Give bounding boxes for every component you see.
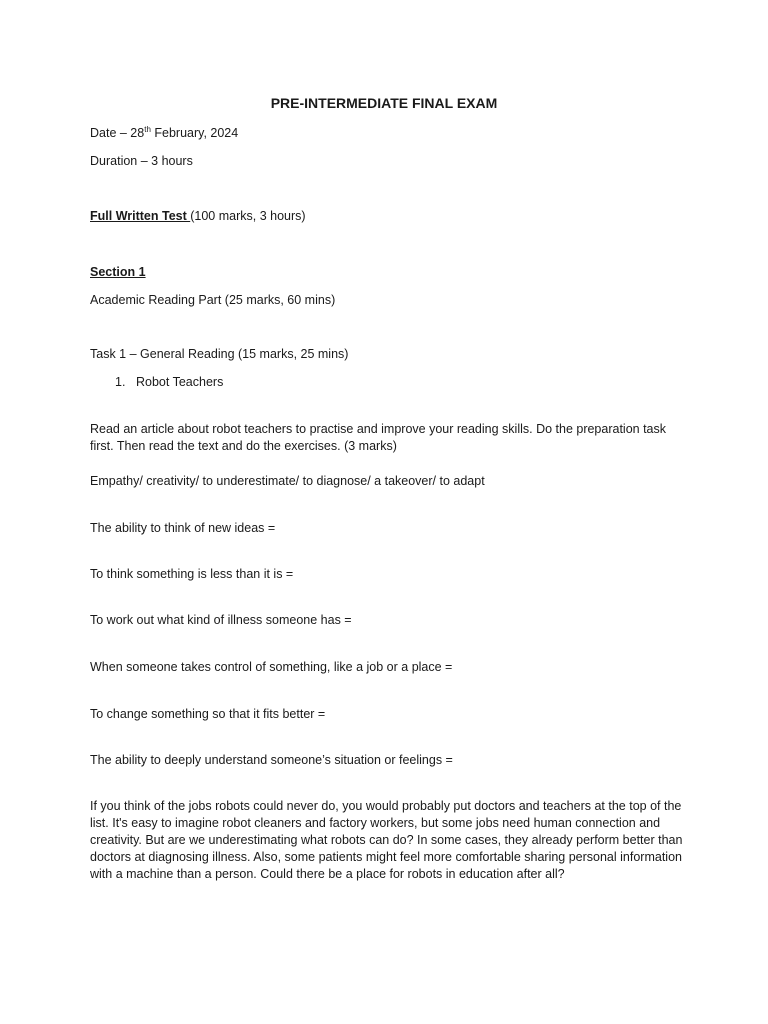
date-prefix: Date – 28 <box>90 126 145 140</box>
date-superscript: th <box>144 125 151 134</box>
test-line <box>90 208 306 225</box>
definition-item: To think something is less than it is = <box>90 567 294 581</box>
definition-item: To change something so that it fits better = <box>90 707 326 721</box>
test-heading: Full Written Test <box>90 209 191 223</box>
list-text: Robot Teachers <box>136 375 224 389</box>
definition-item: To work out what kind of illness someone has = <box>90 613 352 627</box>
definition-item: The ability to think of new ideas = <box>90 521 276 535</box>
list-number: 1. <box>115 375 126 389</box>
section-part: Academic Reading Part (25 marks, 60 mins) <box>90 293 336 307</box>
word-bank: Empathy/ creativity/ to underestimate/ to diagnose/ a takeover/ to adapt <box>90 474 485 488</box>
definition-item: The ability to deeply understand someone’s situation or feelings = <box>90 753 453 767</box>
exam-duration: Duration – 3 hours <box>90 154 193 168</box>
task-heading: Task 1 – General Reading (15 marks, 25 mins) <box>90 347 349 361</box>
date-suffix: February, 2024 <box>150 126 239 140</box>
exam-date <box>90 125 238 142</box>
list-item <box>115 374 223 391</box>
test-detail: (100 marks, 3 hours) <box>190 209 306 223</box>
article-paragraph: If you think of the jobs robots could never do, you would probably put doctors and teachers at the top of the list. It's easy to imagine robot cleaners and factory workers, but some jobs need human connection and creativity. But are we underestimating what robots can do? In some cases, they already perform better than doctors at diagnosing illness. Also, some patients might feel more comfortable sharing personal information with a machine than a person. Could there be a place for robots in education after all? <box>90 799 683 881</box>
exam-title: PRE-INTERMEDIATE FINAL EXAM <box>270 95 498 111</box>
instructions-paragraph: Read an article about robot teachers to practise and improve your reading skills. Do the preparation task first. Then read the text and do the exercises. (3 marks) <box>90 422 667 453</box>
section-heading: Section 1 <box>90 265 146 279</box>
definition-item: When someone takes control of something, like a job or a place = <box>90 660 453 674</box>
